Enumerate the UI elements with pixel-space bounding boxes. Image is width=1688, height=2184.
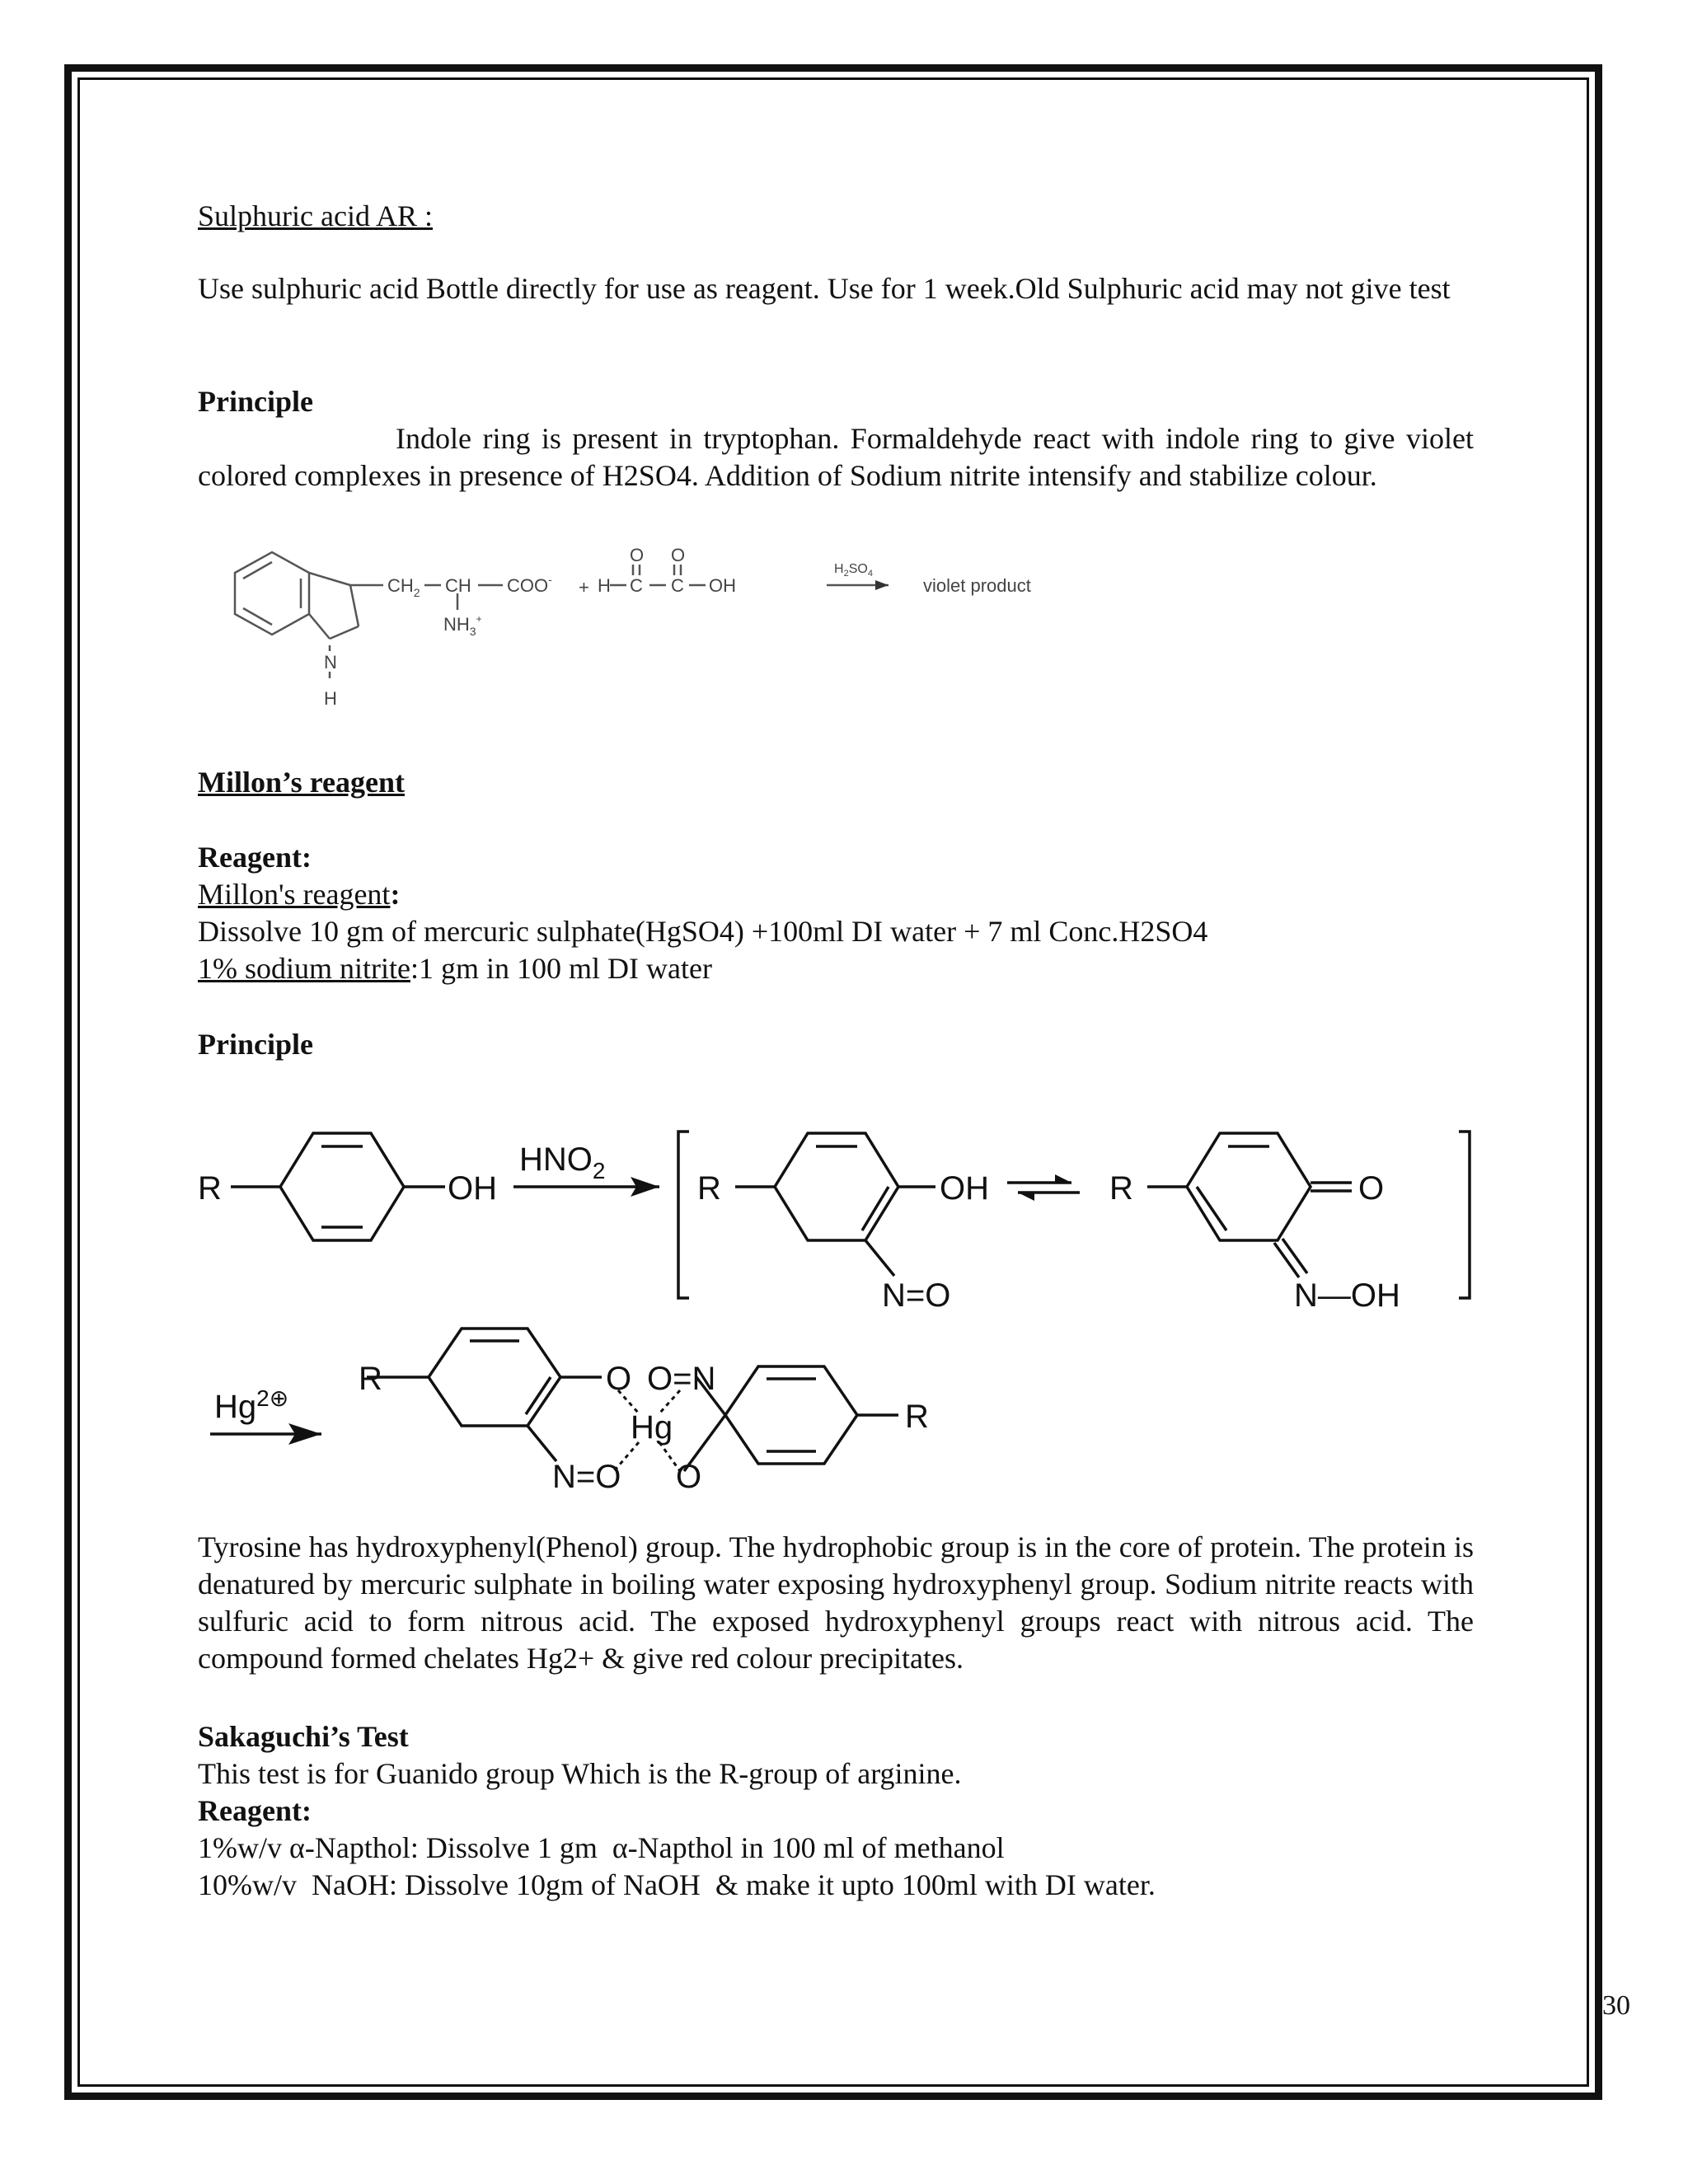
scheme-c1: C bbox=[630, 575, 643, 596]
millon-r2: R bbox=[697, 1170, 721, 1207]
sakaguchi-title: Sakaguchi’s Test bbox=[198, 1720, 409, 1753]
millon-no1: N=O bbox=[882, 1277, 951, 1314]
scheme-nh3-label: $NH_3^+$ bbox=[443, 613, 482, 638]
millon-r4: R bbox=[359, 1361, 382, 1397]
scheme-c2: C bbox=[671, 575, 684, 596]
scheme-product: violet product bbox=[923, 575, 1031, 596]
scheme-h-label: H bbox=[324, 688, 337, 709]
millon-r1: R bbox=[198, 1170, 222, 1207]
sakaguchi-reagent-heading: Reagent: bbox=[198, 1794, 312, 1827]
principle-heading: Principle bbox=[198, 385, 313, 418]
millon-reagent-name-line bbox=[198, 876, 1474, 913]
scheme-ch-label: CH bbox=[445, 575, 471, 596]
sulphuric-heading: Sulphuric acid AR : bbox=[198, 199, 433, 232]
tryptophan-reaction-scheme bbox=[198, 548, 1063, 721]
millon-reaction-scheme bbox=[198, 1117, 1484, 1508]
scheme-oh: OH bbox=[709, 575, 736, 596]
page-number: 30 bbox=[1602, 1990, 1630, 2021]
millon-o: O bbox=[1358, 1170, 1385, 1207]
principle-text: Indole ring is present in tryptophan. Formaldehyde react with indole ring to give violet colored complexes in presence of H2SO4. Addition of Sodium nitrite intensify and stabilize colour. bbox=[198, 422, 1474, 492]
scheme-o2: O bbox=[671, 548, 686, 565]
scheme-coo-label: COO- bbox=[507, 573, 552, 596]
sulphuric-text: Use sulphuric acid Bottle directly for use as reagent. Use for 1 week.Old Sulphuric acid may not give test bbox=[198, 272, 1451, 305]
millon-text: Tyrosine has hydroxyphenyl(Phenol) group. The hydrophobic group is in the core of protein. The protein is denatured by mercuric sulphate in boiling water exposing hydroxyphenyl group. Sodium nitrite reacts with sulfuric acid to form nitrous acid. The exposed hydroxyphenyl groups react with nitrous acid. The compound formed chelates Hg2+ & give red colour precipitates. bbox=[198, 1530, 1474, 1675]
millon-title: Millon’s reagent bbox=[198, 766, 405, 799]
sakaguchi-text: This test is for Guanido group Which is the R-group of arginine. bbox=[198, 1757, 962, 1790]
millon-no2: N=O bbox=[552, 1459, 621, 1495]
millon-on: O=N bbox=[647, 1361, 716, 1397]
millon-oh1: OH bbox=[448, 1170, 497, 1207]
millon-r5: R bbox=[905, 1399, 929, 1435]
millon-hno2: $HNO_2$ bbox=[519, 1141, 606, 1183]
millon-o-left: O bbox=[606, 1361, 632, 1397]
scheme-plus: + bbox=[579, 577, 589, 598]
millon-r3: R bbox=[1109, 1170, 1133, 1207]
sakaguchi-line2: 10%w/v NaOH: Dissolve 10gm of NaOH & make it upto 100ml with DI water. bbox=[198, 1868, 1156, 1901]
millon-nitrite-text: :1 gm in 100 ml DI water bbox=[410, 952, 712, 985]
millon-principle-heading: Principle bbox=[198, 1028, 313, 1061]
sakaguchi-line1: 1%w/v α-Napthol: Dissolve 1 gm α-Napthol in 100 ml of methanol bbox=[198, 1831, 1005, 1864]
millon-hg: Hg bbox=[631, 1409, 673, 1446]
scheme-ch2-label: $CH_2$ bbox=[387, 575, 420, 599]
millon-reagent-colon: : bbox=[390, 878, 401, 911]
millon-nitrite-line bbox=[198, 950, 1474, 987]
millon-oh2: OH bbox=[940, 1170, 989, 1207]
scheme-reagent: $H_2SO_4$ bbox=[834, 562, 873, 579]
scheme-o1: O bbox=[630, 548, 645, 565]
millon-reagent-heading: Reagent: bbox=[198, 841, 312, 874]
scheme-n-label: N bbox=[324, 652, 337, 673]
millon-dissolve: Dissolve 10 gm of mercuric sulphate(HgSO4) +100ml DI water + 7 ml Conc.H2SO4 bbox=[198, 915, 1208, 948]
millon-nitrite-label: 1% sodium nitrite bbox=[198, 952, 410, 985]
scheme-h: H bbox=[598, 575, 611, 596]
millon-reagent-name: Millon's reagent bbox=[198, 878, 391, 911]
millon-hg-reagent: $Hg^{2\oplus}$ bbox=[214, 1385, 289, 1425]
millon-o-right: O bbox=[676, 1459, 702, 1495]
millon-noh: N—OH bbox=[1294, 1277, 1400, 1314]
